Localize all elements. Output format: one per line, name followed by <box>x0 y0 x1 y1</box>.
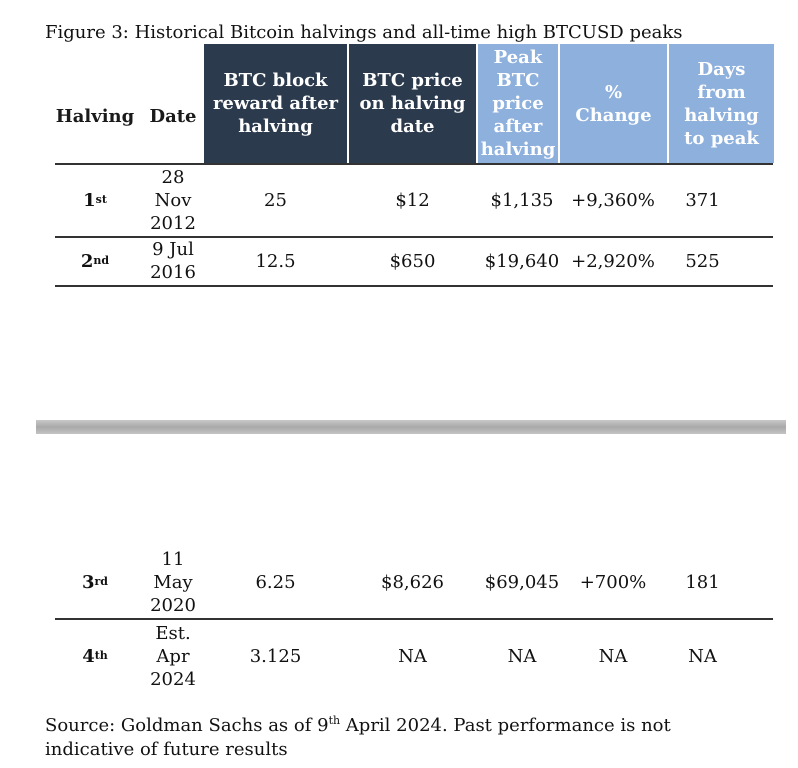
source-note: Source: Goldman Sachs as of 9th April 2024. Past performance is not indicative of future results <box>45 714 671 760</box>
header-days-to-peak: Days from halving to peak <box>669 44 774 163</box>
page-break-divider <box>36 420 786 434</box>
header-pct-change: % Change <box>560 44 667 163</box>
days-to-peak-cell: NA <box>688 645 717 667</box>
block-reward-cell: 25 <box>264 189 287 211</box>
header-date: Date <box>149 105 197 127</box>
block-reward-cell: 3.125 <box>249 645 302 667</box>
days-to-peak-cell: 525 <box>685 250 720 272</box>
row-rule <box>55 618 773 620</box>
halving-label: 1 st <box>83 189 107 211</box>
pct-change-cell: NA <box>598 645 628 667</box>
header-halving: Halving <box>55 105 135 127</box>
halving-label: 3 rd <box>81 571 109 593</box>
header-rule <box>55 163 773 165</box>
block-reward-cell: 12.5 <box>255 250 296 272</box>
peak-price-cell: NA <box>507 645 537 667</box>
header-block-reward: BTC block reward after halving <box>204 44 347 163</box>
date-cell: 9 Jul 2016 <box>150 239 196 283</box>
days-to-peak-cell: 371 <box>685 189 720 211</box>
pct-change-cell: +700% <box>579 571 647 593</box>
date-cell: 11 May 2020 <box>150 548 196 616</box>
row-rule <box>55 285 773 287</box>
price-on-date-cell: $650 <box>389 250 436 272</box>
header-price-on-date: BTC price on halving date <box>349 44 476 163</box>
halving-label: 2 nd <box>80 250 110 272</box>
block-reward-cell: 6.25 <box>255 571 296 593</box>
halving-label: 4 th <box>82 645 108 667</box>
date-cell: 28 Nov 2012 <box>150 166 196 234</box>
price-on-date-cell: $12 <box>395 189 430 211</box>
days-to-peak-cell: 181 <box>685 571 720 593</box>
peak-price-cell: $1,135 <box>490 189 554 211</box>
price-on-date-cell: $8,626 <box>381 571 444 593</box>
pct-change-cell: +9,360% <box>571 189 655 211</box>
price-on-date-cell: NA <box>398 645 427 667</box>
peak-price-cell: $69,045 <box>484 571 560 593</box>
figure-caption: Figure 3: Historical Bitcoin halvings and all-time high BTCUSD peaks <box>45 22 683 43</box>
header-peak-price: Peak BTC price after halving <box>478 44 558 163</box>
pct-change-cell: +2,920% <box>571 250 655 272</box>
peak-price-cell: $19,640 <box>484 250 560 272</box>
date-cell: Est. Apr 2024 <box>150 622 196 690</box>
